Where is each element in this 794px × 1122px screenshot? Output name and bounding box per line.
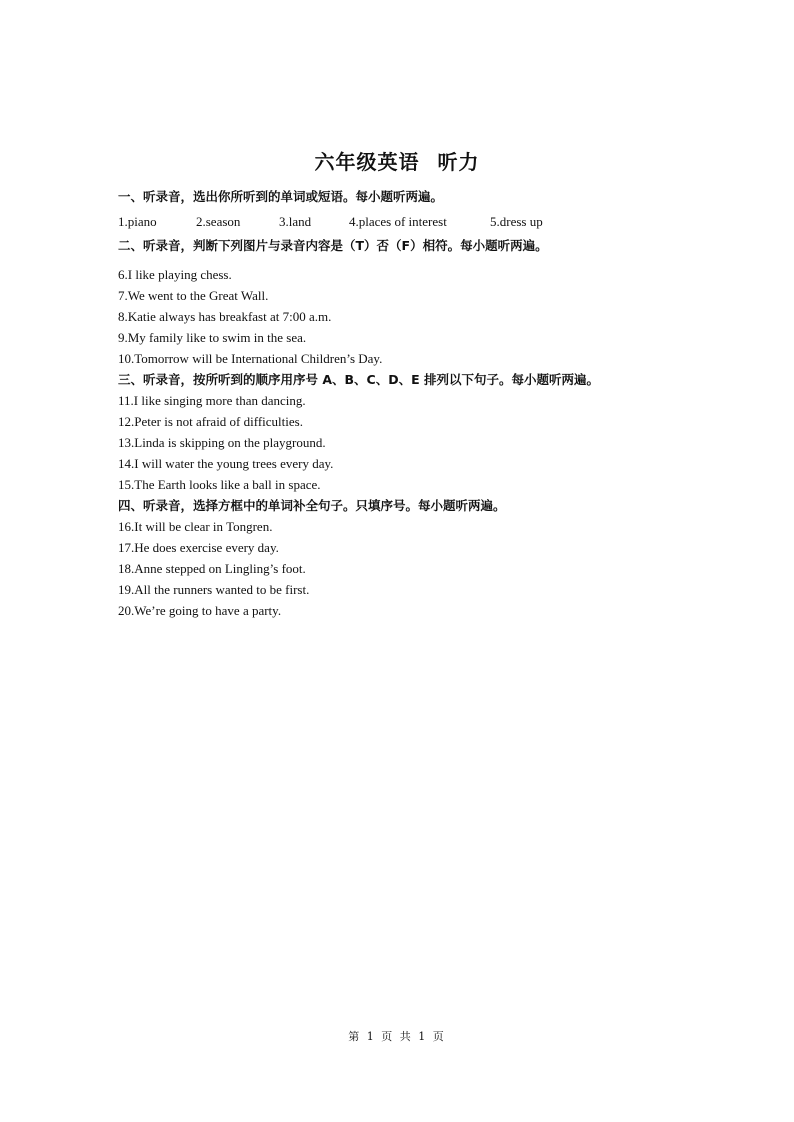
section-4-heading: 四、听录音，选择方框中的单词补全句子。只填序号。每小题听两遍。 (118, 498, 506, 513)
section-3-heading: 三、听录音，按所听到的顺序用序号 A、B、C、D、E 排列以下句子。每小题听两遍。 (118, 372, 599, 387)
section-2-heading: 二、听录音，判断下列图片与录音内容是（T）否（F）相符。每小题听两遍。 (118, 238, 548, 253)
list-item: 11.I like singing more than dancing. (118, 393, 306, 408)
word-item: 1.piano (118, 214, 157, 229)
section-1-heading: 一、听录音，选出你所听到的单词或短语。每小题听两遍。 (118, 189, 444, 204)
list-item: 15.The Earth looks like a ball in space. (118, 477, 321, 492)
list-item: 14.I will water the young trees every day. (118, 456, 334, 471)
word-item: 3.land (279, 214, 312, 229)
list-item: 13.Linda is skipping on the playground. (118, 435, 326, 450)
list-item: 9.My family like to swim in the sea. (118, 330, 307, 345)
list-item: 8.Katie always has breakfast at 7:00 a.m. (118, 309, 332, 324)
list-item: 7.We went to the Great Wall. (118, 288, 269, 303)
list-item: 19.All the runners wanted to be first. (118, 582, 310, 597)
word-item: 2.season (196, 214, 241, 229)
list-item: 17.He does exercise every day. (118, 540, 279, 555)
title-listening: 听力 (437, 150, 480, 174)
document-body (118, 186, 718, 621)
section-1-word-list (118, 211, 718, 232)
list-item: 12.Peter is not afraid of difficulties. (118, 414, 303, 429)
word-item: 5.dress up (490, 214, 543, 229)
list-item: 16.It will be clear in Tongren. (118, 519, 273, 534)
title-subject: 六年级英语 (314, 150, 420, 174)
list-item: 6.I like playing chess. (118, 267, 232, 282)
list-item: 20.We’re going to have a party. (118, 603, 282, 618)
page-footer: 第 1 页 共 1 页 (348, 1030, 446, 1043)
word-item: 4.places of interest (349, 214, 447, 229)
list-item: 10.Tomorrow will be International Children’s Day. (118, 351, 383, 366)
list-item: 18.Anne stepped on Lingling’s foot. (118, 561, 306, 576)
page-title (0, 146, 794, 175)
